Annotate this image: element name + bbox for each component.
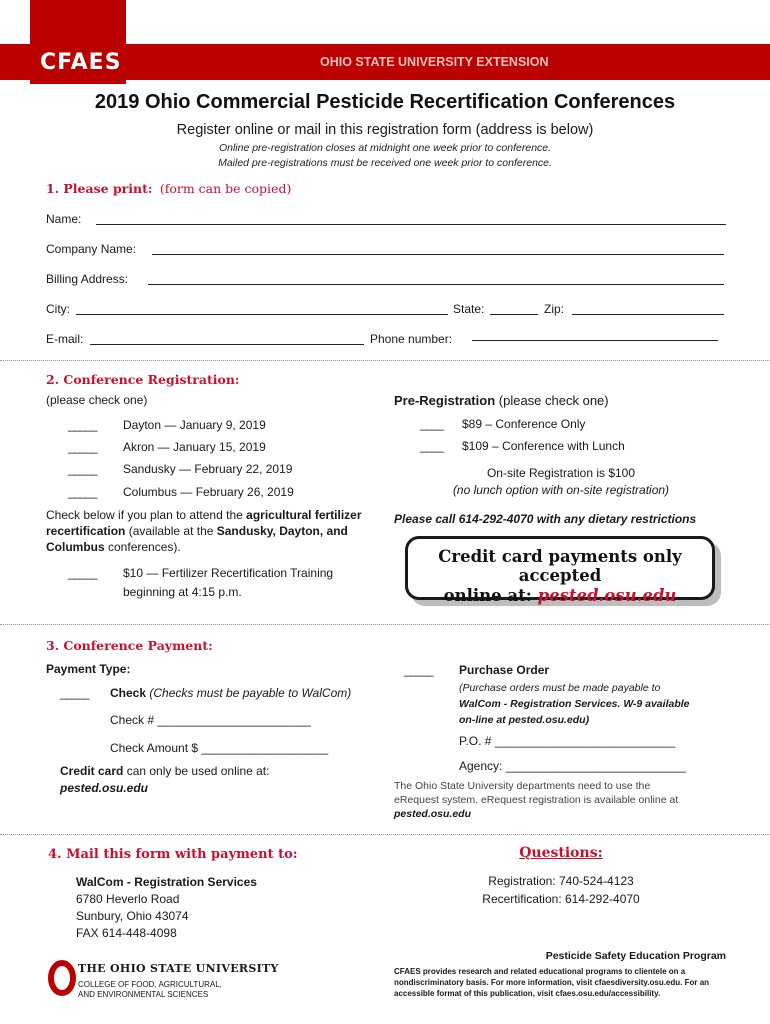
note-mailed: Mailed pre-registrations must be received one week prior to conference. bbox=[218, 157, 552, 169]
check-one-note: (please check one) bbox=[46, 393, 148, 407]
check-amount-field[interactable]: Check Amount $ ___________________ bbox=[110, 741, 329, 755]
city-label: City: bbox=[46, 302, 70, 316]
fertilizer-time: beginning at 4:15 p.m. bbox=[123, 585, 242, 599]
page-subtitle: Register online or mail in this registration form (address is below) bbox=[176, 122, 594, 138]
price-89: $89 – Conference Only bbox=[462, 417, 586, 431]
zip-field[interactable] bbox=[572, 314, 724, 315]
company-label: Company Name: bbox=[46, 242, 137, 256]
divider bbox=[0, 834, 770, 835]
price-109: $109 – Conference with Lunch bbox=[462, 439, 625, 453]
pested-link[interactable]: pested.osu.edu bbox=[537, 586, 677, 605]
section-2-heading: 2. Conference Registration: bbox=[46, 372, 240, 387]
registration-phone: Registration: 740-524-4123 bbox=[488, 874, 634, 888]
section-1-heading: 1. Please print: (form can be copied) bbox=[46, 181, 292, 196]
page-title: 2019 Ohio Commercial Pesticide Recertification Conferences bbox=[94, 91, 676, 113]
dietary-note: Please call 614-292-4070 with any dietary restrictions bbox=[394, 512, 697, 526]
dayton-checkbox[interactable]: _____ bbox=[68, 418, 97, 432]
cfaes-logo: CFAES bbox=[40, 50, 122, 75]
disclaimer: CFAES provides research and related educational programs to clientele on a nondiscriminatory basis. For more information, visit cfaesdiversity.osu.edu. For an accessible format of this publication, visit cfaes.osu.edu/accessibility. bbox=[394, 967, 710, 998]
section-3-heading: 3. Conference Payment: bbox=[46, 638, 213, 653]
columbus-checkbox[interactable]: _____ bbox=[68, 485, 97, 499]
email-field[interactable] bbox=[90, 344, 364, 345]
payment-type-label: Payment Type: bbox=[46, 662, 131, 676]
akron-checkbox[interactable]: _____ bbox=[68, 440, 97, 454]
po-checkbox[interactable]: _____ bbox=[404, 663, 433, 677]
agency-field[interactable]: Agency: ___________________________ bbox=[459, 759, 686, 773]
location-sandusky: Sandusky — February 22, 2019 bbox=[123, 462, 293, 476]
extension-label: OHIO STATE UNIVERSITY EXTENSION bbox=[320, 55, 549, 69]
state-label: State: bbox=[453, 302, 485, 316]
company-field[interactable] bbox=[152, 254, 724, 255]
location-akron: Akron — January 15, 2019 bbox=[123, 440, 266, 454]
note-online: Online pre-registration closes at midnight one week prior to conference. bbox=[218, 142, 552, 154]
name-label: Name: bbox=[46, 212, 82, 226]
fertilizer-option: $10 — Fertilizer Recertification Training bbox=[123, 566, 334, 580]
price-89-checkbox[interactable]: ____ bbox=[420, 417, 443, 431]
divider bbox=[0, 624, 770, 625]
college-name: COLLEGE OF FOOD, AGRICULTURAL, AND ENVIRONMENTAL SCIENCES bbox=[78, 980, 222, 999]
divider bbox=[0, 360, 770, 361]
price-109-checkbox[interactable]: ____ bbox=[420, 439, 443, 453]
check-checkbox[interactable]: _____ bbox=[60, 686, 89, 700]
onsite-note: (no lunch option with on-site registration) bbox=[452, 483, 670, 497]
phone-field[interactable] bbox=[472, 340, 718, 341]
program-name: Pesticide Safety Education Program bbox=[545, 950, 726, 962]
po-number-field[interactable]: P.O. # ___________________________ bbox=[459, 734, 675, 748]
state-field[interactable] bbox=[490, 314, 538, 315]
name-field[interactable] bbox=[96, 224, 726, 225]
prereg-heading: Pre-Registration (please check one) bbox=[394, 393, 609, 408]
phone-label: Phone number: bbox=[370, 332, 453, 346]
recertification-phone: Recertification: 614-292-4070 bbox=[482, 892, 640, 906]
erequest-note: The Ohio State University departments need to use the eRequest system. eRequest registration is available online at pested.osu.edu bbox=[394, 780, 679, 820]
credit-card-note: Credit card can only be used online at: bbox=[60, 764, 270, 778]
section-4-heading: 4. Mail this form with payment to: bbox=[48, 847, 298, 862]
fertilizer-note: Check below if you plan to attend the agricultural fertilizer recertification (available at the Sandusky, Dayton, and Columbus conferences). bbox=[46, 508, 362, 554]
mailing-address: WalCom - Registration Services 6780 Heverlo Road Sunbury, Ohio 43074 FAX 614-448-4098 bbox=[76, 875, 257, 940]
fertilizer-checkbox[interactable]: _____ bbox=[68, 566, 97, 580]
check-option: Check (Checks must be payable to WalCom) bbox=[110, 686, 352, 700]
email-label: E-mail: bbox=[46, 332, 84, 346]
onsite-price: On-site Registration is $100 bbox=[486, 466, 636, 480]
credit-card-callout: Credit card payments only accepted online at: pested.osu.edu bbox=[405, 536, 715, 600]
osu-wordmark: THE OHIO STATE UNIVERSITY bbox=[78, 962, 279, 975]
location-dayton: Dayton — January 9, 2019 bbox=[123, 418, 266, 432]
city-field[interactable] bbox=[76, 314, 448, 315]
zip-label: Zip: bbox=[544, 302, 565, 316]
billing-field[interactable] bbox=[148, 284, 724, 285]
check-number-field[interactable]: Check # _______________________ bbox=[110, 713, 311, 727]
billing-label: Billing Address: bbox=[46, 272, 129, 286]
credit-card-url[interactable]: pested.osu.edu bbox=[60, 781, 149, 795]
po-note: (Purchase orders must be made payable to WalCom - Registration Services. W-9 available on-line at pested.osu.edu) bbox=[459, 682, 690, 726]
location-columbus: Columbus — February 26, 2019 bbox=[123, 485, 294, 499]
sandusky-checkbox[interactable]: _____ bbox=[68, 462, 97, 476]
questions-heading: Questions: bbox=[519, 845, 603, 861]
po-label: Purchase Order bbox=[459, 663, 550, 677]
